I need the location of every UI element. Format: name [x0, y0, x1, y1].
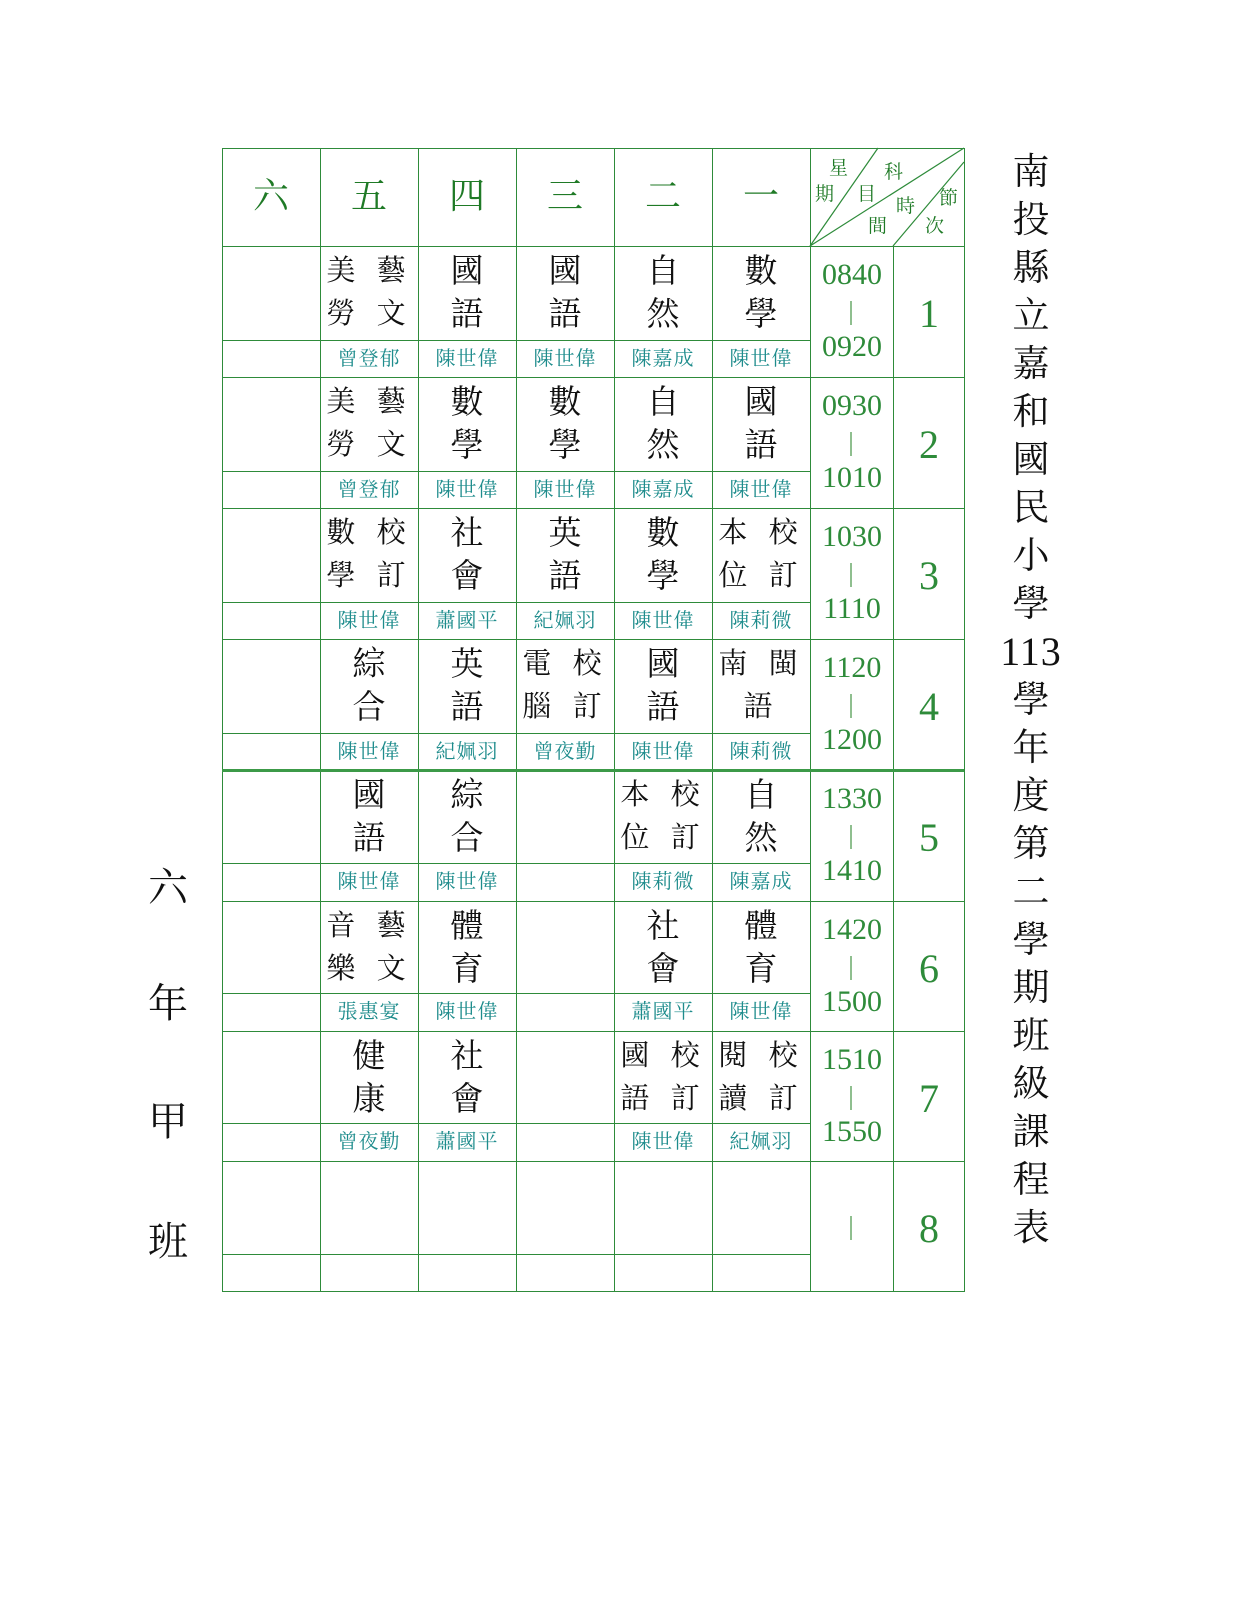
corner-subject-bottom: 目	[857, 183, 877, 205]
teacher-name: 陳世偉	[631, 739, 695, 763]
corner-time-top: 時	[896, 195, 916, 217]
subject-line-1: 社	[450, 513, 484, 552]
corner-weekday-top: 星	[829, 157, 849, 179]
period-number: 4	[919, 684, 939, 729]
period-number: 8	[919, 1206, 939, 1251]
title-char: 縣	[1012, 246, 1050, 289]
teacher-name: 蕭國平	[631, 999, 695, 1023]
period-start-time: 0840	[822, 258, 882, 291]
subject-line-1: 綜	[450, 775, 484, 814]
title-char: 課	[1012, 1110, 1050, 1153]
corner-time-bottom: 間	[868, 215, 888, 237]
title-char: 程	[1012, 1158, 1050, 1201]
title-char: 級	[1012, 1062, 1050, 1105]
period-number: 7	[919, 1076, 939, 1121]
teacher-name: 蕭國平	[435, 1129, 499, 1153]
subject-line-2: 學 訂	[326, 558, 412, 592]
period-end-time: 1500	[822, 985, 882, 1018]
teacher-name: 紀姵羽	[435, 739, 499, 763]
title-char: 學	[1012, 918, 1050, 961]
class-name-char: 六	[148, 865, 188, 911]
subject-line-2: 育	[744, 949, 778, 988]
subject-line-1: 英	[450, 644, 484, 683]
teacher-name: 陳嘉成	[729, 869, 793, 893]
subject-line-2: 腦 訂	[522, 689, 608, 723]
corner-period-top: 節	[939, 187, 959, 209]
subject-line-2: 然	[646, 294, 680, 333]
subject-line-1: 自	[646, 382, 680, 421]
subject-line-2: 樂 文	[326, 951, 412, 985]
subject-line-2: 育	[450, 949, 484, 988]
class-name-char: 班	[148, 1219, 188, 1265]
period-end-time: 0920	[822, 330, 882, 363]
class-name-char: 年	[148, 981, 188, 1027]
teacher-name: 陳莉微	[631, 869, 695, 893]
period-end-time: 1200	[822, 723, 882, 756]
subject-line-2: 會	[646, 949, 680, 988]
subject-line-2: 會	[450, 556, 484, 595]
subject-line-1: 美 藝	[326, 384, 412, 418]
period-end-time: 1110	[823, 592, 881, 625]
teacher-name: 陳世偉	[337, 739, 401, 763]
teacher-name: 陳世偉	[729, 477, 793, 501]
subject-line-1: 數	[744, 251, 778, 290]
corner-subject-top: 科	[884, 161, 904, 183]
subject-line-2: 合	[450, 818, 484, 857]
teacher-name: 陳世偉	[533, 346, 597, 370]
day-header: 二	[644, 176, 681, 217]
subject-line-2: 語	[352, 818, 386, 857]
subject-line-1: 國	[352, 775, 386, 814]
subject-line-2: 然	[744, 818, 778, 857]
corner-diagonal-line	[810, 148, 878, 246]
subject-line-2: 學	[744, 294, 778, 333]
teacher-name: 陳世偉	[435, 999, 499, 1023]
subject-line-1: 電 校	[522, 646, 608, 680]
teacher-name: 張惠宴	[337, 999, 401, 1023]
subject-line-2: 學	[548, 425, 582, 464]
subject-line-2: 然	[646, 425, 680, 464]
subject-line-1: 社	[646, 906, 680, 945]
teacher-name: 陳世偉	[729, 999, 793, 1023]
teacher-name: 陳世偉	[435, 869, 499, 893]
teacher-name: 曾登郁	[337, 477, 401, 501]
subject-line-2: 語	[744, 425, 778, 464]
period-start-time: 1120	[822, 651, 882, 684]
teacher-name: 蕭國平	[435, 608, 499, 632]
subject-line-1: 數 校	[326, 515, 412, 549]
subject-line-1: 南 閩	[718, 646, 804, 680]
subject-line-2: 語	[646, 687, 680, 726]
title-char: 立	[1012, 294, 1050, 337]
subject-line-2: 學	[450, 425, 484, 464]
teacher-name: 陳嘉成	[631, 346, 695, 370]
period-number: 1	[919, 291, 939, 336]
subject-line-2: 康	[352, 1079, 386, 1118]
subject-line-1: 音 藝	[326, 908, 412, 942]
title-char: 小	[1012, 534, 1050, 577]
subject-line-2: 位 訂	[620, 820, 706, 854]
title-char: 南	[1012, 150, 1050, 193]
teacher-name: 陳世偉	[337, 869, 401, 893]
period-number: 2	[919, 422, 939, 467]
subject-line-1: 自	[744, 775, 778, 814]
subject-line-1: 國	[450, 251, 484, 290]
subject-line-1: 本 校	[718, 515, 804, 549]
class-name-char: 甲	[148, 1099, 188, 1145]
title-char: 和	[1012, 390, 1050, 433]
day-header: 四	[448, 176, 485, 217]
title-char: 投	[1012, 198, 1050, 241]
subject-line-2: 合	[352, 687, 386, 726]
day-header: 五	[350, 176, 387, 217]
subject-line-1: 閱 校	[718, 1038, 804, 1072]
teacher-name: 陳世偉	[631, 608, 695, 632]
title-char: 嘉	[1012, 342, 1050, 385]
title-char: 度	[1012, 774, 1050, 817]
period-number: 5	[919, 815, 939, 860]
title-char: 國	[1012, 438, 1050, 481]
title-char: 期	[1012, 966, 1050, 1009]
title-char: 年	[1012, 726, 1050, 769]
subject-line-2: 語	[548, 556, 582, 595]
period-end-time: 1410	[822, 854, 882, 887]
period-end-time: 1010	[822, 461, 882, 494]
subject-line-2: 會	[450, 1079, 484, 1118]
subject-line-1: 綜	[352, 644, 386, 683]
teacher-name: 陳莉微	[729, 739, 793, 763]
period-start-time: 0930	[822, 389, 882, 422]
subject-line-1: 數	[450, 382, 484, 421]
subject-line-2: 位 訂	[718, 558, 804, 592]
teacher-name: 陳嘉成	[631, 477, 695, 501]
period-number: 3	[919, 553, 939, 598]
subject-line-1: 英	[548, 513, 582, 552]
title-char: 學	[1012, 678, 1050, 721]
subject-line-1: 體	[744, 906, 778, 945]
subject-line-2: 語	[450, 687, 484, 726]
period-start-time: 1420	[822, 913, 882, 946]
teacher-name: 陳世偉	[729, 346, 793, 370]
teacher-name: 紀姵羽	[729, 1129, 793, 1153]
day-header: 三	[546, 176, 583, 217]
subject-line-2: 語	[743, 689, 779, 723]
subject-line-1: 健	[352, 1036, 386, 1075]
teacher-name: 曾登郁	[337, 346, 401, 370]
teacher-name: 曾夜勤	[337, 1129, 401, 1153]
period-number: 6	[919, 946, 939, 991]
title-char: 民	[1012, 486, 1050, 529]
teacher-name: 陳世偉	[435, 346, 499, 370]
title-char: 二	[1012, 870, 1050, 913]
title-char: 表	[1012, 1206, 1050, 1249]
subject-line-1: 數	[646, 513, 680, 552]
corner-diagonal-line	[810, 148, 964, 246]
subject-line-2: 讀 訂	[718, 1081, 804, 1115]
subject-line-1: 數	[548, 382, 582, 421]
teacher-name: 陳世偉	[631, 1129, 695, 1153]
subject-line-1: 美 藝	[326, 253, 412, 287]
subject-line-1: 國 校	[620, 1038, 706, 1072]
subject-line-2: 語	[548, 294, 582, 333]
subject-line-1: 自	[646, 251, 680, 290]
subject-line-1: 國	[744, 382, 778, 421]
subject-line-1: 國	[646, 644, 680, 683]
corner-weekday-bottom: 期	[815, 183, 835, 205]
title-char: 班	[1012, 1014, 1050, 1057]
subject-line-1: 社	[450, 1036, 484, 1075]
teacher-name: 紀姵羽	[533, 608, 597, 632]
subject-line-1: 體	[450, 906, 484, 945]
subject-line-1: 本 校	[620, 777, 706, 811]
subject-line-2: 語 訂	[620, 1081, 706, 1115]
corner-period-bottom: 次	[925, 215, 945, 237]
subject-line-2: 勞 文	[326, 296, 412, 330]
title-char: 學	[1012, 582, 1050, 625]
title-year: 113	[1000, 629, 1062, 674]
title-char: 第	[1012, 822, 1050, 865]
subject-line-2: 語	[450, 294, 484, 333]
teacher-name: 陳世偉	[435, 477, 499, 501]
subject-line-2: 學	[646, 556, 680, 595]
period-start-time: 1510	[822, 1043, 882, 1076]
subject-line-1: 國	[548, 251, 582, 290]
day-header: 一	[742, 176, 779, 217]
teacher-name: 曾夜勤	[533, 739, 597, 763]
teacher-name: 陳莉微	[729, 608, 793, 632]
period-start-time: 1330	[822, 782, 882, 815]
day-header: 六	[252, 176, 289, 217]
subject-line-2: 勞 文	[326, 427, 412, 461]
teacher-name: 陳世偉	[533, 477, 597, 501]
period-start-time: 1030	[822, 520, 882, 553]
period-end-time: 1550	[822, 1115, 882, 1148]
corner-diagonal-line	[893, 162, 964, 246]
teacher-name: 陳世偉	[337, 608, 401, 632]
